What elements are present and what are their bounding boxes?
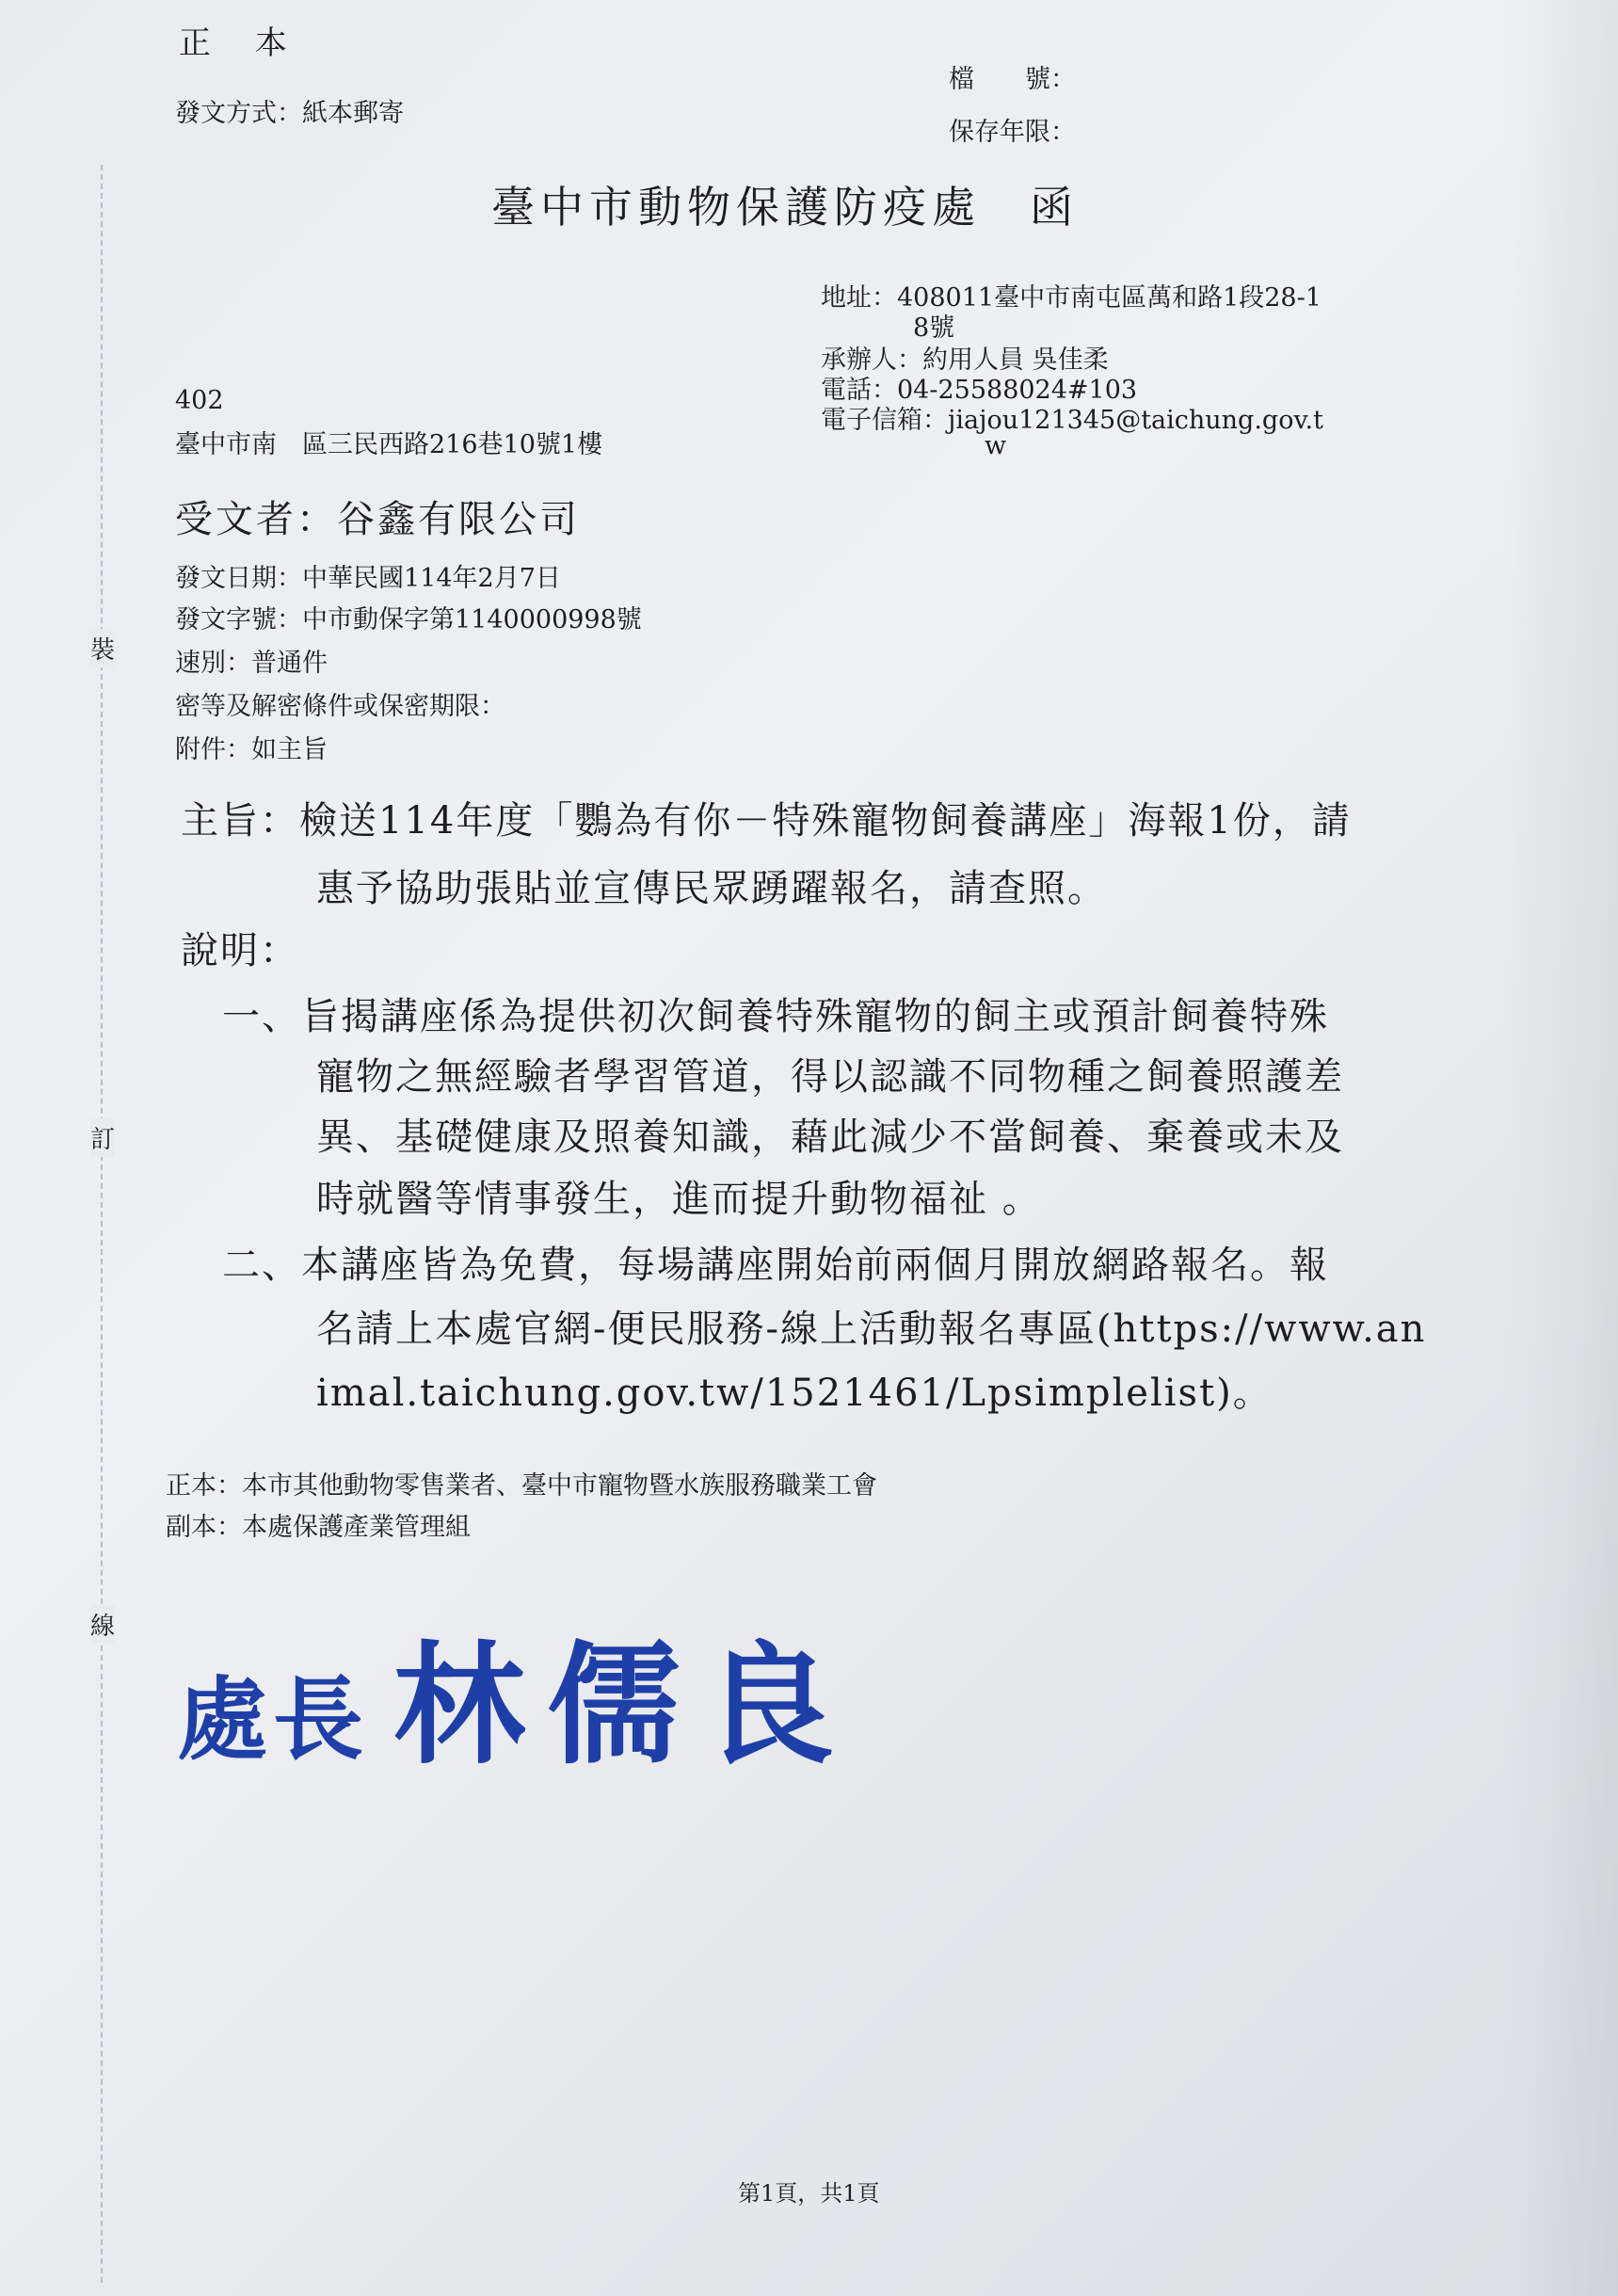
item-2-line-2: 名請上本處官網-便民服務-線上活動報名專區(https://www.an <box>316 1308 1427 1351</box>
signature-title: 處長 <box>177 1666 369 1773</box>
email-line-1: 電子信箱：jiajou121345@taichung.gov.t <box>821 406 1323 435</box>
binding-mark-top: 裝 <box>90 629 115 667</box>
item-1-line-1: 一、旨揭講座係為提供初次飼養特殊寵物的飼主或預計飼養特殊 <box>222 995 1329 1038</box>
retention-label: 保存年限： <box>949 118 1076 147</box>
item-2-line-3: imal.taichung.gov.tw/1521461/Lpsimplelist)。 <box>316 1372 1273 1415</box>
speed: 速別：普通件 <box>175 649 328 678</box>
item-2-line-1: 二、本講座皆為免費，每場講座開始前兩個月開放網路報名。報 <box>222 1244 1329 1287</box>
binding-line <box>101 165 103 2283</box>
binding-mark-bottom: 線 <box>90 1605 115 1644</box>
copy-type: 正 本 <box>179 24 304 62</box>
binding-mark-middle: 訂 <box>90 1118 115 1157</box>
subject-line-2: 惠予協助張貼並宣傳民眾踴躍報名，請查照。 <box>316 867 1107 910</box>
handler: 承辦人：約用人員 吳佳柔 <box>821 345 1109 375</box>
address-line-1: 地址：408011臺中市南屯區萬和路1段28-1 <box>821 283 1322 313</box>
director-signature-stamp <box>177 1600 857 1790</box>
phone: 電話：04-25588024#103 <box>821 376 1138 405</box>
attachment: 附件：如主旨 <box>175 735 328 764</box>
page-footer: 第1頁，共1頁 <box>738 2180 880 2207</box>
dispatch-method: 發文方式：紙本郵寄 <box>175 99 404 128</box>
recipient-street: 臺中市南 區三民西路216巷10號1樓 <box>175 430 603 459</box>
page-title: 臺中市動物保護防疫處 函 <box>491 182 1079 233</box>
issue-date: 發文日期：中華民國114年2月7日 <box>175 564 561 593</box>
distribution-original: 正本：本市其他動物零售業者、臺中市寵物暨水族服務職業工會 <box>166 1471 877 1501</box>
explanation-label: 說明： <box>181 929 299 972</box>
signature-name: 林儒良 <box>393 1629 857 1783</box>
recipient: 受文者：谷鑫有限公司 <box>175 498 580 541</box>
email-line-2: w <box>985 431 1007 460</box>
secrecy: 密等及解密條件或保密期限： <box>175 692 505 721</box>
distribution-copy: 副本：本處保護產業管理組 <box>166 1513 471 1542</box>
item-1-line-4: 時就醫等情事發生，進而提升動物福祉 。 <box>316 1178 1042 1221</box>
item-1-line-3: 異、基礎健康及照養知識，藉此減少不當飼養、棄養或未及 <box>316 1116 1344 1159</box>
item-1-line-2: 寵物之無經驗者學習管道，得以認識不同物種之飼養照護差 <box>316 1055 1344 1099</box>
recipient-zip: 402 <box>175 386 224 415</box>
subject-line-1: 主旨：檢送114年度「鸚為有你－特殊寵物飼養講座」海報1份，請 <box>181 799 1352 843</box>
page-shadow <box>1505 0 1618 2296</box>
issue-number: 發文字號：中市動保字第1140000998號 <box>175 605 642 634</box>
address-line-2: 8號 <box>913 313 955 343</box>
file-no-label: 檔 號： <box>949 65 1076 94</box>
